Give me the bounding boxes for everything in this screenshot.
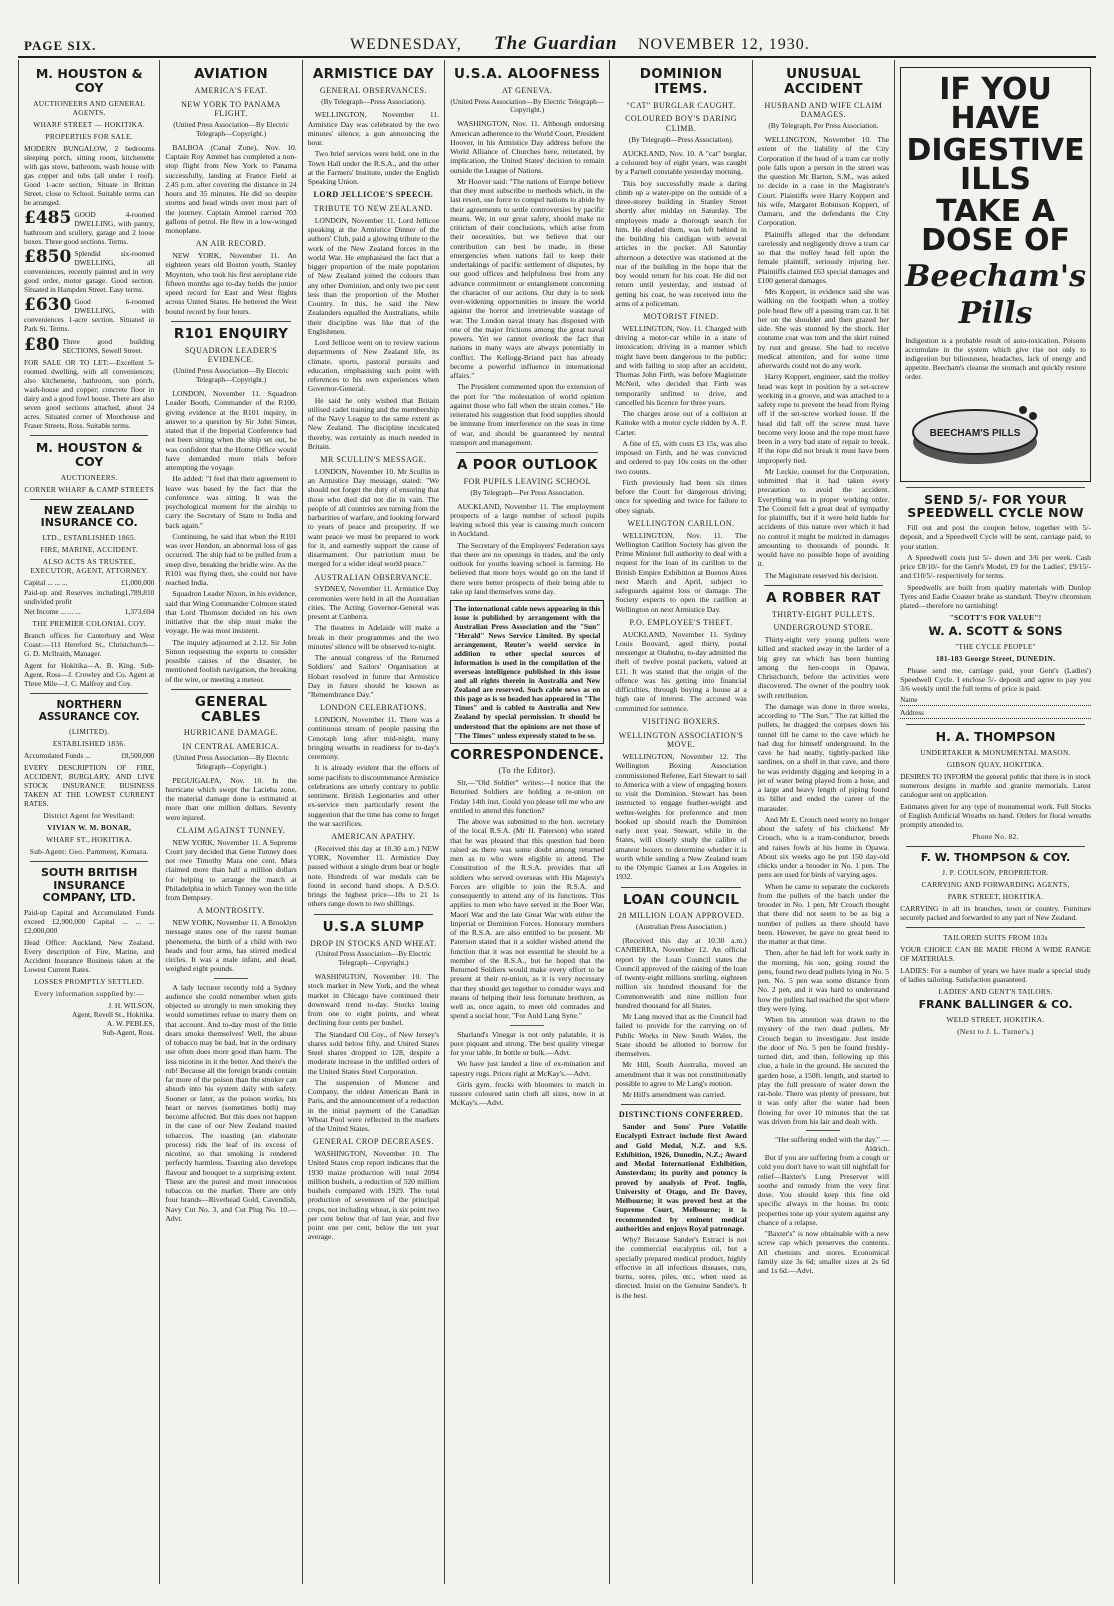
property-1-price: £485 <box>24 208 72 229</box>
nz-insurance-also: ALSO ACTS AS TRUSTEE, EXECUTOR, AGENT, ATTORNEY. <box>30 556 149 575</box>
rat-headline: A ROBBER RAT <box>766 589 881 606</box>
property-4-text: Three good building SECTIONS, Sewell Street. <box>62 336 155 355</box>
rat-p5: Then, after he had left for work early in the morning, his son, going round the pens, found two dead pullets lying in No. 5 pen. No. 5 pen was some distance from No. 2 pen, and it was hard to understand how the pullets had reached the spot where they were lying. <box>757 948 890 1013</box>
rat-sub: THIRTY-EIGHT PULLETS. <box>771 609 876 619</box>
ha-thompson-p1: DESIRES TO INFORM the general public that there is in stock numerous designs in marble and granite memorials. Latest catalogue sent on application. <box>900 771 1091 799</box>
scott-slogan: "SCOTT'S FOR VALUE"! <box>949 613 1042 623</box>
baxter-p1: But if you are suffering from a cough or cold you don't have to wait till nightfall for relief—Baxter's Lung Preserver will soothe and remedy from the very first dose. You should keep this fine old specific always in the house. Its tonic properties tone up your system against any chance of a relapse. <box>757 1153 890 1227</box>
property-1-text: GOOD 4-roomed DWELLING, with pantry, bathroom and scullery, garage and 2 loose boxes. Three good sections. Terms. <box>24 210 155 247</box>
aviation-head: NEW YORK TO PANAMA FLIGHT. <box>181 99 281 119</box>
page-number: PAGE SIX. <box>24 38 97 53</box>
divider <box>171 321 290 322</box>
boxers-sub: VISITING BOXERS. <box>641 716 721 726</box>
northern-sub: (LIMITED). <box>69 726 110 736</box>
fw-thompson-p1: CARRYING in all its branches, town or country. Furniture securely packed and forwarded to any part of New Zealand. <box>900 903 1091 922</box>
column-2 <box>160 60 302 1584</box>
armistice-agency: (By Telegraph—Press Association). <box>321 96 426 106</box>
property-4-price: £80 <box>24 334 60 355</box>
dominion-p7: WELLINGTON, Nov. 11. The Wellington Carillon Society has given the Prime Minister full authority to deal with a request for the loan of its carillon to the British Empire Exhibition at Buenos Aires next March and April, subject to safeguards against loss or damage. The Society expects to open the carillon at Wellington on next Armistice Day. <box>615 530 747 614</box>
tin-label: BEECHAM'S PILLS <box>929 428 1021 440</box>
dominion-agency: (By Telegraph—Press Association). <box>628 134 734 144</box>
south-british-head: Head Office: Auckland, New Zealand. Every description of Fire, Marine, and Accident Insurance Business taken at the Lowest Current Rates. <box>24 937 155 974</box>
property-3-price: £630 <box>24 295 72 316</box>
cables-sub: HURRICANE DAMAGE. <box>183 728 279 738</box>
divider <box>906 487 1085 488</box>
slump-sub: DROP IN STOCKS AND WHEAT. <box>310 938 437 948</box>
property-2-text: Splendid six-roomed DWELLING, all conveniences, recently painted and in very good order, motor garage. Good section. Situated in Hampden Street. Easy terms. <box>24 249 155 295</box>
correspondence-headline: CORRESPONDENCE. <box>450 746 605 763</box>
outlook-headline: A POOR OUTLOOK <box>456 457 598 474</box>
r101-headline: R101 ENQUIRY <box>173 325 289 342</box>
coupon-name-label: Name <box>900 695 918 705</box>
cables-agency: (United Press Association—By Electric Telegraph—Copyright.) <box>173 752 289 771</box>
ballinger-p1: YOUR CHOICE CAN BE MADE FROM A WIDE RANGE OF MATERIALS. <box>900 944 1091 963</box>
south-british-info: Every information supplied by:— <box>34 989 144 999</box>
property-2-price: £850 <box>24 247 72 268</box>
divider <box>30 435 148 436</box>
carillon-sub: WELLINGTON CARILLON. <box>627 518 735 528</box>
unusual-agency: (By Telegraph, Per Press Association. <box>768 121 879 131</box>
beecham-brand: Beecham's Pills <box>905 259 1086 331</box>
armistice-p5: He said he only wished that Britain utilised cadet training and the membership of the Navy League to the same extent as New Zealand. The discipline inculcated thereby, was certainly as much needed in Britain. <box>307 395 440 451</box>
masthead-day: WEDNESDAY, <box>350 36 462 53</box>
sanders-bold: Sander and Sons' Pure Volatile Eucalypti Extract include first Award and Gold Medal, N.Z. and S.S. Exhibition, 1926, Dunedin, N.Z.; Award and Medal International Exhibition, Amsterdam; its purity and potency is proved by analysis of Prof. Inglis, University of Otago, and Dr Davey, Melbourne; it was proved best at the Supreme Court, Melbourne; it is recommended by eminent medical authorities and enjoys Royal patronage. <box>615 1122 747 1233</box>
column-4 <box>445 60 610 1584</box>
scott-name: W. A. SCOTT & SONS <box>928 624 1063 639</box>
unusual-p2: Plaintiffs alleged that the defendant carelessly and negligently drove a tram car so that the trolley head fell upon the female plaintiff, seriously injuring her. Plaintiffs claimed £63 special damages and £100 general damages. <box>757 229 890 285</box>
divider <box>30 693 148 694</box>
outlook-p1: AUCKLAND, November 11. The employment prospects of a large number of school pupils leaving school this year is causing much concern in Auckland. <box>450 501 605 539</box>
unusual-p5: Mr Leckie, counsel for the Corporation, submitted that it had taken every precaution to avoid the accident. Everything was in proper working order. The Council felt a great deal of sympathy for plaintiffs, but if it were held liable for accidents of this nature over which it had no control it might be mulcted in damages amounting to thousands of pounds. It would have no possible hope of avoiding it. <box>757 466 890 569</box>
column-5 <box>610 60 752 1584</box>
coupon-address-label: Address <box>900 708 925 718</box>
dominion-p5: A fine of £5, with costs £3 15s, was also imposed on Firth, and he was convicted and ordered to pay 10s costs on the other two counts. <box>615 438 747 476</box>
armistice-p6: LONDON, November 10. Mr Scullin in an Armistice Day message, stated: "We should not forget the duty of ensuring that those who died did not die in vain. The people of all countries are turning from the barbarities of warfare, and looking forward to years of peace and prosperity. If we want peace we must be prepared to work for it, and earnestly support the cause of disarmament. Our patriotism must be merged for a wider ideal world peace." <box>307 466 440 569</box>
loan-agency: (Australian Press Association.) <box>635 922 727 932</box>
divider <box>621 1104 740 1105</box>
income-value: 1,373,694 <box>124 607 155 617</box>
divider <box>30 861 148 862</box>
fw-thompson-sub: CARRYING AND FORWARDING AGENTS, <box>921 879 1070 889</box>
funds-row <box>24 751 154 760</box>
for-sale-ad: FOR SALE OR TO LET:—Excellent 5-roomed dwelling, with all conveniences; also kitchenette, bathroom, sun porch, wash-house and copper; concrete floor in dairy and a good fowl house. There are also seven good sections attached, about 24 acres. Situated corner of Moorhouse and Fraser Streets, Ross. Suitable terms. <box>24 357 155 430</box>
fw-thompson-prop: J. P. COULSON, PROPRIETOR. <box>942 867 1049 877</box>
crop-sub: GENERAL CROP DECREASES. <box>312 1137 434 1147</box>
aviation-sub: AMERICA'S FEAT. <box>194 85 268 95</box>
correspondence-p1: Sir,—"Old Soldier" writes:—I notice that the Returned Soldiers are holding a re-union on Friday 14th inst. Could you please tell me who are entitled to attend this function? <box>450 778 605 815</box>
northern-est: ESTABLISHED 1836. <box>52 738 126 748</box>
columns <box>18 60 1096 1584</box>
cable-notice: The international cable news appearing in this issue is published by arrangement with the Australian Press Association and the "Sun" "Herald" News Service Limited. By special arrangement, Reuter's world service in addition to other special sources of information is used in the compilation of the overseas intelligence published in this issue and all rights therein in Australia and New Zealand are reserved. Such cable news as on this page as is so headed has appeared in "The Times" and is cabled to Australia and New Zealand by special permission. It should be understood that the opinions are not those of "The Times" unless expressly stated to be so. <box>450 600 604 743</box>
property-4 <box>24 334 155 355</box>
unusual-sub: HUSBAND AND WIFE CLAIM DAMAGES. <box>764 100 883 120</box>
dominion-headline: DOMINION ITEMS. <box>639 66 723 97</box>
r101-agency: (United Press Association—By Electric Telegraph—Copyright.) <box>173 366 289 385</box>
armistice-p7: SYDNEY, November 11. Armistice Day ceremonies were held in all the Australian cities. The Acting Governor-General was present at Canberra. <box>307 584 440 622</box>
ha-thompson-phone: Phone No. 82. <box>972 832 1019 842</box>
dominion-p1: AUCKLAND, Nov. 10. A "cat" burglar, a coloured boy of eight years, was caught by a Parnell constable yesterday morning. <box>615 148 747 177</box>
cycle-p3: Speedwells are built from quality materials with Dunlop Tyres and Eadie Coaster brake as standard. They're chromium plated—therefore no tarnishing! <box>900 582 1091 611</box>
income-label: Net Income ... ... ... <box>24 607 81 617</box>
property-3 <box>24 297 154 333</box>
rat-sub2: UNDERGROUND STORE. <box>773 623 874 633</box>
armistice-p3: LONDON, November 11. Lord Jellicoe speaking at the Armistice Dinner of the authors' Club, paid a glowing tribute to the work of the New Zealand forces in the world War. He emphasised the fact that a bigger proportion of the male population of New Zealand joined the colours than any other Dominion, and only two per cent less than the proportion of the Mother Country. In this, he said the New Zealanders equalled the Australians, while their discipline was like that of the Englishmen. <box>307 215 440 336</box>
loan-sub: 28 MILLION LOAN APPROVED. <box>617 911 745 921</box>
northern-every: EVERY DESCRIPTION OF FIRE, ACCIDENT, BURGLARY, AND LIVE STOCK INSURANCE BUSINESS TAKEN AT THE LOWEST CURRENT RATES. <box>24 762 155 808</box>
dominion-p3: WELLINGTON, Nov. 11. Charged with driving a motor-car while in a state of intoxication; driving in a manner which might have been dangerous to the public; and with failing to stop after an accident, Thomas John Firth, was before Magistrate McNeil, who decided that Firth was temporarily unfitted to drive, and cancelled his licence for three years. <box>615 323 747 407</box>
unusual-p3: Mrs Koppert, in evidence said she was walking on the footpath when a trolley pole head flew off a passing tram car. It hit her on the shoulder and then grazed her side. She was stunned by the shock. Her costume coat was torn and the skirt ruined by rust and grease. She had to receive medical attention, and for some time afterwards could not do any work. <box>757 287 890 371</box>
apathy-sub: AMERICAN APATHY. <box>331 832 416 842</box>
outlook-sub: FOR PUPILS LEAVING SCHOOL <box>463 476 591 486</box>
south-british-agent-1-addr: Agent, Revell St., Hokitika. <box>72 1010 155 1020</box>
r101-p1: LONDON, November 11. Squadron Leader Booth, Commander of the R100, giving evidence at the R101 inquiry, in answer to a question by Sir John Simon, stated that if the Imperial Conference had not been sitting when the ship set out, he was confident that the Home Office would have demanded more trials before attempting the voyage. <box>165 389 297 472</box>
divider <box>806 1130 840 1131</box>
coupon-text: Please send me, carriage paid, your Gent's (Ladies') Speedwell Cycle. I enclose 5/- deposit and agree to pay you 3/6 weekly until the full terms of price is paid. <box>900 665 1091 694</box>
funds-value: £8,500,000 <box>121 750 155 760</box>
rat-p2: The damage was done in three weeks, according to "The Sun." The rat killed the pullets, he dragged the corpses down his tunnel till he came to the cave which he had dug for himself underground. In the cave he had neatly, tightly-packed like sardines, on a shelf in that cave, and there he was evidently digging and keeping in a jet of water being played from a hose, and a large and heavy length of piping found its billet and ended the career of the marauder. <box>757 701 890 813</box>
loan-p1: (Received this day at 10.30 a.m.) CANBERRA, November 12. An official report by the Loan Council states the Council approved of the raising of the loan of twenty-eight millions sterling, eighteen million six hundred thousand for the Commonwealth and nine million four hundred thousand for all States. <box>615 936 747 1010</box>
outlook-agency: (By Telegraph—Per Press Association. <box>470 487 585 497</box>
masthead <box>18 34 1096 58</box>
divider <box>906 724 1085 725</box>
properties-heading: PROPERTIES FOR SALE. <box>45 131 133 141</box>
loan-headline: LOAN COUNCIL <box>622 891 740 908</box>
unusual-p4: Harry Koppert, engineer, said the trolley head was kept in position by a set-screw working in a groove, and was attached to a safety rope to prevent the head from flying off if the set-screw worked loose. If the head did fall off the screw must have become very loose and the rope must have been in a very bad state of repair to break. If the rope did not break it must have been improperly tied. <box>757 372 890 465</box>
houston-sub-2: AUCTIONEERS. <box>60 472 118 482</box>
divider <box>30 499 148 500</box>
dominion-p4: The charges arose out of a collision at Kaitoke with a motor cycle ridden by A. F. Carter. <box>615 409 747 437</box>
unusual-p1: WELLINGTON, November 10. The extent of the liability of the City Corporation if the head of a tram car trolly pole falls upon a person in the street was the question Mr Barton, S.M., was asked to decide in a case in the Magistrate's Court. Plaintiffs were Harry Koppert and his wife, Margaret Robinson Koppert, of Oamaru, and the defendants the City Corporation. <box>757 135 890 228</box>
capital-value: £1,000,000 <box>121 578 155 588</box>
ballinger-name: FRANK BALLINGER & CO. <box>918 998 1073 1012</box>
jellicoe-sub: LORD JELLICOE'S SPEECH. <box>313 190 434 200</box>
r101-p2: He added: "I feel that their agreement to leave was based by the fact that the conference was sitting. It was the psychological moment for the airship to carry the Secretary of State to India and back again." <box>165 474 297 530</box>
coupon-name-field[interactable] <box>900 696 1091 706</box>
baxter-p2: "Baxter's" is now obtainable with a new screw cap which preserves the contents. All chemists and stores. Economical family size 3s 6d; smaller sizes at 2s 6d and 1s 6d.—Advt. <box>757 1229 890 1276</box>
capital-label: Capital ... ... ... <box>24 578 68 588</box>
ha-thompson-sub: UNDERTAKER & MONUMENTAL MASON. <box>920 747 1071 757</box>
armistice-sub: GENERAL OBSERVANCES. <box>319 85 427 95</box>
beecham-headline-1: IF YOU HAVE <box>939 72 1052 136</box>
cycle-headline: SEND 5/- FOR YOUR SPEEDWELL CYCLE NOW <box>907 491 1084 521</box>
aloofness-sub: AT GENEVA. <box>501 85 553 95</box>
armistice-headline: ARMISTICE DAY <box>312 66 434 82</box>
divider <box>510 1025 544 1026</box>
beecham-headline-2: DIGESTIVE ILLS <box>906 133 1085 197</box>
tunney-sub: CLAIM AGAINST TUNNEY. <box>176 825 286 835</box>
ha-thompson-p2: Estimates given for any type of monumental work. Full Stocks of English Artificial Wreaths on hand. Orders for floral wreaths promptly attended to. <box>900 801 1091 829</box>
slump-p4: WASHINGTON, November 10. The United States crop report indicates that the 1930 maize production will total 2094 million bushels, a reduction of 520 million bushels compared with 1929. The total production of seventeen of the principal crops, not including wheat, is six point two per cent below that of last year, and five point one per cent, below the ten year average. <box>307 1149 440 1242</box>
boxers-sub2: WELLINGTON ASSOCIATION'S MOVE. <box>618 730 744 750</box>
funds-label: Accumulated Funds ... <box>24 750 91 760</box>
unusual-headline: UNUSUAL ACCIDENT <box>784 66 863 97</box>
column-7 <box>895 60 1096 1584</box>
beecham-headline-3: TAKE A DOSE OF <box>921 194 1071 258</box>
scullin-sub: MR SCULLIN'S MESSAGE. <box>320 455 427 465</box>
armistice-p9: The annual congress of the Returned Soldiers' and Sailors' Organisation at Hobart resolved in future that Armistice Day in future should be known as "Remembrance Day." <box>307 653 440 700</box>
dominion-sub2: COLOURED BOY'S DARING CLIMB. <box>625 114 738 134</box>
south-british-agent-2: A. W. PEBLES, <box>106 1019 155 1029</box>
r101-p5: The inquiry adjourned at 2.12. Sir John Simon requesting the experts to consider possible causes of the disaster, he mentioned foolish navigation, the breaking of the wire, or meeting a meteor. <box>165 637 297 684</box>
r101-p4: Squadron Leader Nixon, in his evidence, said that Wing Commander Colmore stated that Lord Thomson decided on his own initiative that the ship must make the voyage. He was most insistent. <box>165 589 297 636</box>
dominion-p6: Firth previously had been six times before the Court for dangerous driving; once for speeding and twice for failure to obey signals. <box>615 477 747 515</box>
pill-tin-illustration <box>905 390 1045 468</box>
houston-address: WHARF STREET — HOKITIKA. <box>33 119 146 129</box>
correspondence-sub: (To the Editor). <box>498 766 556 776</box>
nz-insurance-sub: LTD., ESTABLISHED 1865. <box>42 532 137 542</box>
rat-p1: Thirty-eight very young pullets were killed and stacked away in the larder of a big grey rat which has been hunting among the hen-coops in Opawa, Christchurch, before the activities were discovered. The owner of the poultry took swift retribution. <box>757 635 890 700</box>
aloofness-agency: (United Press Association—By Electric Telegraph—Copyright.) <box>450 96 605 115</box>
cables-p2: NEW YORK, November 11. A Supreme Court jury decided that Gene Tunney does not owe Timothy Mara one cent. Mara claimed more than half a million dollars for helping to arrange the match at Philadelphia in which Tunney won the title from Dempsey. <box>165 837 297 903</box>
aloofness-p2: Mr Hoover said: "The nations of Europe believe that they must subscribe to methods which, in the last resort, use force to compel nations to abide by their agreements to settle controversies by pacific means. We, in our great safety, should make no criticism of their conclusions, which arise from their necessities, but we believe that our contribution can best be made, in these emergencies when nations fail to keep their undertakings of pacific settlement of disputes, by our good offices and helpfulness free from any advance commitment or entanglement concerning the character of our actions. Our duty is to seek ever-widening opportunities to insure the world against the horror and irretrievable wastage of war. The London naval treaty has disposed with one of the major frictions among the great naval powers. Yet we cannot overlook the fact that nations in many ways are always potentially in conflict. The Kellogg-Briand pact has already become a powerful influence in international affairs." <box>450 176 605 381</box>
northern-agent: VIVIAN W. M. BONAR, <box>47 822 132 832</box>
rugs-advt: We have just landed a line of ex-mination and tapestry rugs. Prices right at McKay's.—Advt. <box>450 1059 605 1078</box>
cables-p1: PEGUIGALPA, Nov. 10. In the hurricane which swept the Lacieba zone, the material damage done is estimated at more than one million dollars. Seventy were injured. <box>165 775 297 822</box>
column-1 <box>18 60 160 1584</box>
south-british-losses: LOSSES PROMPTLY SETTLED. <box>34 977 145 987</box>
slump-p2: The Standard Oil Coy., of New Jersey's shares sold below fifty, and United States Steel shares dropped to 128, despite a moderate increase in the unfilled orders of the United States Steel Corporation. <box>307 1029 440 1076</box>
masthead-date: NOVEMBER 12, 1930. <box>638 36 810 53</box>
r101-p3: Continuing, he said that when the R101 was over Hendon, an abnormal loss of gas occurred. The ship had to be pulled from a steep dive, breaking the bridle wire. As the R101 was flying then, she could not have reached India. <box>165 531 297 587</box>
houston-name-2: M. HOUSTON & COY <box>35 439 143 470</box>
divider <box>906 927 1085 928</box>
rat-p4: When he came to separate the cockerels from the pullets of the batch under the brooder in No. 1 pen, Mr Crouch thought that there did not seem to be as big a number of pullets as there should have been. However, he gave no great heed to the matter at that time. <box>757 881 890 947</box>
aviation-p1: BALBOA (Canal Zone), Nov. 10. Captain Roy Ammel has completed a non-stop flight from New York to Panama successfully, landing at France Field at 2.45 p.m. after covering the distance in 24 hours and 35 minutes. He did so despite storms and head winds over most part of the journey. Captain Ammel carried 703 gallons of petrol. He flew in a low-winged monoplane. <box>165 142 297 236</box>
houston-name: M. HOUSTON & COY <box>35 66 143 96</box>
dominion-sub1: "CAT" BURGLAR CAUGHT. <box>626 100 736 110</box>
sanders-heading: DISTINCTIONS CONFERRED. <box>618 1110 744 1120</box>
montrosity-sub: A MONTROSITY. <box>197 906 265 916</box>
cables-headline: GENERAL CABLES <box>194 693 268 725</box>
fw-thompson-address: PARK STREET, HOKITIKA. <box>947 891 1044 901</box>
rat-p6: When his attention was drawn to the mystery of the two dead pullets, Mr Crouch began to investigate. Just inside the door of No. 5 pen he found freshly-turned dirt, and then, following up this clue, a hole in the ground. He secured the garden hose, a 150ft. length, and started to play the full pressure of water down the rat-hole. There was plenty of pressure, but it was only after the water had been flowing for over 10 minutes that the rat was driven from his lair and dealt with. <box>757 1015 890 1126</box>
ha-thompson-name: H. A. THOMPSON <box>935 729 1056 745</box>
po-sub: P.O. EMPLOYEE'S THEFT. <box>629 617 733 627</box>
armistice-p12: (Received this day at 10.30 a.m.) NEW YORK, November 11. Armistice Day passed without a single drum beat or bugle note. Hundreds of war medals can be found in second hand shops. A D.S.O. brings the highest price—18s to 21 1s others range down to two shillings. <box>307 843 440 909</box>
ballinger-address: WELD STREET, HOKITIKA. <box>946 1014 1045 1024</box>
armistice-p10: LONDON, November 11. There was a continuous stream of people passing the Cenotaph long after mid-night, many bringing wreaths in readiness for to-day's ceremony. <box>307 715 440 762</box>
northern-subagent: Sub-Agent: Geo. Pammenț, Kumara. <box>29 846 149 856</box>
aviation-headline: AVIATION <box>194 66 268 82</box>
divider <box>456 452 598 453</box>
northern-district: District Agent for Westland: <box>43 810 135 820</box>
bungalow-ad: MODERN BUNGALOW, 2 bedrooms sleeping porch, sitting room, kitchenette with gas stove, bathroom, wash house with gas copper and tubs (all under 1 roof). Good 1-acre section, Situate in Brittan Street, close to School. Suitable terms can be arranged. <box>24 143 155 208</box>
cycle-p1: Fill out and post the coupon below, together with 5/- deposit, and a Speedwell Cycle will be sent, carriage paid, to your station. <box>900 523 1091 551</box>
south-british-capital: Paid-up Capital and Accumulated Funds exceed £2,900,000 Capital ... ... ... £2,000,000 <box>24 907 155 935</box>
loan-p3: Mr Hill, South Australia, moved an amendment that it was not constitutionally possible to agree to Mr Lang's motion. <box>615 1060 747 1088</box>
vinegar-advt: Sharland's Vinegar is not only palatable, it is pure piquant and strong. The best quality vinegar for your table. In bottle or bulk.—Advt. <box>450 1029 605 1058</box>
dominion-p8: AUCKLAND, November 11. Sydney Louis Bouvard, aged thirty, postal messenger at Otahuhu, to-day admitted the theft of twelve postal packets, valued at £11. It was stated that the origin of the offence was his getting into financial difficulties, through buying a house at a high rate of interest. The accused was committed for sentence. <box>615 629 747 713</box>
south-british-agent-1: J. H. WILSON, <box>108 1001 155 1011</box>
newspaper-name: The Guardian <box>494 33 618 54</box>
divider <box>906 846 1085 847</box>
aviation-p2: NEW YORK, November 11. An eighteen years old Boston youth, Stanley Moynton, who took his first aeroplane ride fifteen months ago to-day holds the junior speed record for East and West flights across United States. He bettered the West bound record by four hours. <box>165 251 297 316</box>
slump-headline: U.S.A SLUMP <box>322 918 425 935</box>
beecham-ad <box>900 67 1091 482</box>
australian-sub: AUSTRALIAN OBSERVANCE. <box>314 572 433 582</box>
aloofness-headline: U.S.A. ALOOFNESS <box>454 66 601 82</box>
cycle-p2: A Speedwell costs just 5/- down and 3/6 per week. Cash price £8/10/- for the Gent's Model, £9 for the Ladies', £9/15/- and £10/5/- respectively for terms. <box>900 552 1091 581</box>
slump-agency: (United Press Association—By Electric Telegraph—Copyright.) <box>315 949 432 968</box>
rat-p3: And Mr E. Crouch need worry no longer about the safety of his chickens! Mr Crouch, who is a tram-conductor, breeds and raises fowls at his home in Opawa. About six weeks ago he put 150 day-old chicks under a brooder in No. 1 pen. The pens are used for birds of varying ages. <box>757 814 890 880</box>
air-record-sub: AN AIR RECORD. <box>195 239 267 249</box>
armistice-p1: WELLINGTON, November 11. Armistice Day was celebrated by the two minutes' silence, a gun announcing the hour. <box>307 110 440 148</box>
premier-line: THE PREMIER COLONIAL COY. <box>32 619 146 629</box>
column-6 <box>753 60 895 1584</box>
tobacco-advt: A lady lecturer recently told a Sydney audience she could remember when girls objected so strongly to men smoking they would sometimes refuse to marry them on that account. And to-day most of the little dears smoke themselves! Well, the abuse of tobacco may be bad, but in the ordinary use often does more good than harm. The less nicotine in it the better. And there's the rub! Because all the foreign brands contain far more of the poison than the smoker can absorb into his system daily with safety. Sooner or later, as the poison works, his heart or nerves (sometimes both) may become affected. But this does not happen in the case of our New Zealand toasted tobaccos. The toasting (an elaborate process) rids the leaf of its excess of nicotine, so that smoking is rendered perfectly harmless. Toasting also develops flavour and bouquet to a surprising extent. These are the purest and most innocuous tobaccos on the market. There are only four brands—Riverhead Gold, Cavendish, Navy Cut No. 3, and Cut Plug No. 10.—Advt. <box>165 982 297 1223</box>
property-2 <box>24 249 154 294</box>
dominion-p2: This boy successfully made a daring climb up a water-pipe on the outside of a three-storey building in Stanley Street shortly after midday on Saturday. The employees made a thorough search for him. He eluded them, was left behind in the building his cardigan with several articles in the pocket. All Saturday afternoon a detective was stationed at the rear of the building in the hope that the boy would return for his coat. He did not return until yesterday, and instead of getting his coat, he was received into the arms of a policeman. <box>615 178 747 308</box>
divider <box>764 585 883 586</box>
coupon-address-field[interactable] <box>900 709 1091 719</box>
fw-thompson-name: F. W. THOMPSON & COY. <box>920 851 1071 865</box>
houston-address-2: CORNER WHARF & CAMP STREETS <box>24 484 154 494</box>
ballinger-address-2: (Next to J. L. Turner's.) <box>957 1026 1034 1036</box>
northern-name: NORTHERN ASSURANCE COY. <box>38 699 140 724</box>
r101-sub: SQUADRON LEADER'S EVIDENCE. <box>184 345 278 365</box>
agents-text: Agent for Hokitika—A. B. King. Sub-Agent, Ross—J. Crowley and Co. Agent at Three Mile—J. C. Malfroy and Coy. <box>24 661 155 689</box>
income-row <box>24 607 154 616</box>
ballinger-p2: LADIES: For a number of years we have made a special study of ladies tailoring. Satisfaction guaranteed. <box>900 965 1091 984</box>
armistice-p11: It is already evident that the efforts of some pacifists to discountenance Armistice celebrations are utterly contrary to public sentiment. British Legionaries and other ex-service men particularly resent the suggestion that the time has come to forget the war sacrifices. <box>307 763 440 828</box>
loan-p4: Mr Hill's amendment was carried. <box>622 1090 726 1100</box>
nz-insurance-name: NEW ZEALAND INSURANCE CO. <box>40 503 138 530</box>
armistice-p2: Two brief services were held, one in the Town Hall under the R.S.A., and the other at the Farmers' Institute, under the English Speaking Union. <box>307 149 440 187</box>
property-3-text: Good 6-roomed DWELLING, with conveniences 1-acre section. Situated in Park St. Terms. <box>24 297 155 334</box>
cables-sub2: IN CENTRAL AMERICA. <box>182 742 280 752</box>
armistice-p8: The theatres in Adelaide will make a break in their programmes and the two minutes' silence will be observed to-night. <box>307 623 440 651</box>
aviation-agency: (United Press Association—By Electric Telegraph—Copyright.) <box>173 120 289 138</box>
divider <box>621 887 740 888</box>
reserves-label: Paid-up and Reserves including undivided profit <box>24 588 125 607</box>
baxter-quote: "Her suffering ended with the day." —Aldrich. <box>775 1135 890 1154</box>
houston-sub: AUCTIONEERS AND GENERAL AGENTS. <box>33 98 146 117</box>
motorist-sub: MOTORIST FINED. <box>643 312 719 322</box>
divider <box>314 914 433 915</box>
pill-icon <box>1019 406 1027 414</box>
frocks-advt: Girls gym. frocks with bloomers to match in tussore coloured satin cloth all sizes, now in at McKay's.—Advt. <box>450 1079 605 1108</box>
reserves-row <box>24 588 154 606</box>
capital-row <box>24 578 154 587</box>
tribute-sub: TRIBUTE TO NEW ZEALAND. <box>313 204 434 214</box>
aloofness-p3: The President commented upon the extension of the port for "the molestation of world opinion against those who fall when the strain comes." He reiterated his suggestion that food supplies should be immune from interference on the seas in time of war, and should be guaranteed by neutral transport and management. <box>450 382 605 447</box>
sanders-rest: Why? Because Sander's Extract is not the commercial eucalyptus oil, but a specially prepared medical product, highly effective in all infectious diseases, cuts, burns, sores, piles, etc., when used as directed. Insist on the Genuine Sander's. It is the best. <box>615 1235 747 1300</box>
london-sub: LONDON CELEBRATIONS. <box>319 703 427 713</box>
cables-p3: NEW YORK, November 11. A Brooklyn message states one of the rarest human phenomena, the birth of a child with two heads and four arms, has stirred medical circles. It was a male infant, and dead, weighed eight pounds. <box>165 918 297 974</box>
scott-address: 181-183 George Street, DUNEDIN. <box>935 653 1056 663</box>
outlook-p2: The Secretary of the Employers' Federation says that there are no openings in trades, and the only outlook for youths leaving school is farming. He believed that more boys would go on the land if there were better prospects of their being able to take up land themselves some day. <box>450 540 605 596</box>
scott-people: "THE CYCLE PEOPLE" <box>955 641 1036 651</box>
divider <box>214 978 248 979</box>
divider <box>171 689 290 690</box>
nz-insurance-lines: FIRE, MARINE, ACCIDENT. <box>40 544 139 554</box>
south-british-agent-2-addr: Sub-Agent, Ross. <box>102 1028 155 1038</box>
northern-address: WHARF ST., HOKITIKA. <box>46 834 133 844</box>
column-3 <box>303 60 445 1584</box>
pill-icon <box>1029 412 1037 420</box>
beecham-text: Indigestion is a probable result of auto-toxication. Poisons accumulate in the system which give rise not only to indigestion but biliousness, headaches, lack of energy and appetite. Beecham's cleanse the stomach and quickly restore order. <box>905 336 1086 382</box>
property-1 <box>24 210 154 246</box>
loan-p2: Mr Lang moved that as the Council had failed to provide for the carrying on of Public Works in New South Wales, the State should be allotted to borrow for themselves. <box>615 1012 747 1059</box>
slump-p3: The suspension of Monroe and Company, the oldest American Bank in Paris, and the announcement of a reduction in the initial payment of the Canadian Wheat Pool were reflected in the markets of the United States. <box>307 1077 440 1134</box>
correspondence-p2: The above was submitted to the hon. secretary of the local R.S.A. (Mr H. Paterson) who stated that he was pleased that this question had been raised as there was some doubt among returned men as to who were eligible to attend. The Constitution of the R.S.A. provides that all soldiers who served overseas with His Majesty's Forces are eligible to join the R.S.A. and consequently to attend any of its functions. This applies to men who have served in the Boer War, Maori War and the late Great War with either the Imperial or Dominion Forces. Honorary members of the R.S.A. are also entitled to be present. Mr Paterson stated that it a soldier wished attend the function that it was not essential he should be a member of the R.S.A., but he hoped that the Returned Soldiers would make every effort to be present at their re-union, as it is very necessary that they should get together to consider ways and means of helping their less fortunate brethren, as well as, once again, to meet old comrades and spend a social hour, "For Auld Lang Syne." <box>450 817 605 1021</box>
armistice-p4: Lord Jellicoe went on to review various departments of New Zealand life, its climate, sports, pastoral pursuits and education, emphasising such point with references to his own experiences when Governor-General. <box>307 338 440 394</box>
ha-thompson-address: GIBSON QUAY, HOKITIKA. <box>946 759 1045 769</box>
reserves-value: 1,789,810 <box>124 588 155 598</box>
south-british-name: SOUTH BRITISH INSURANCE COMPANY, LTD. <box>40 865 138 905</box>
slump-p1: WASHINGTON, November 10. The stock market in New York, and the wheat market in Chicago have continued their downward trend to-day. Stocks losing from one to eight points, and wheat declining four cents per bushel. <box>307 972 440 1028</box>
unusual-p6: The Magistrate reserved his decision. <box>764 570 879 580</box>
aloofness-p1: WASHINGTON, Nov. 11. Although endorsing American adherence to the World Court, President Hoover, in his Armistice Day address before the World Alliance of Churches here, reiterated, by implication, the United States' decision to remain outside the League of Nations. <box>450 119 605 175</box>
dominion-p9: WELLINGTON, November 12. The Wellington Boxing Association commissioned Referee, Earl Stewart to sail to America with a view of engaging boxers to visit the Dominion. Stewart has been instructed to engage feather-weight and welter-weights for preference and men booked up should reach the Dominion early next year. Stewart, while in the States, will closely study the calibre of amateur boxers to determine whether it is worth while sending a New Zealand team to the Olympic Games at Los Angeles in 1932. <box>615 752 747 882</box>
ballinger-sub: LADIES' AND GENT'S TAILORS. <box>938 987 1053 997</box>
tailored-heading: TAILORED SUITS FROM 103s <box>943 932 1048 942</box>
branches-text: Branch offices for Canterbury and West Coast:—111 Hereford St., Christchurch—G. D. McIlraith, Manager. <box>24 631 155 659</box>
